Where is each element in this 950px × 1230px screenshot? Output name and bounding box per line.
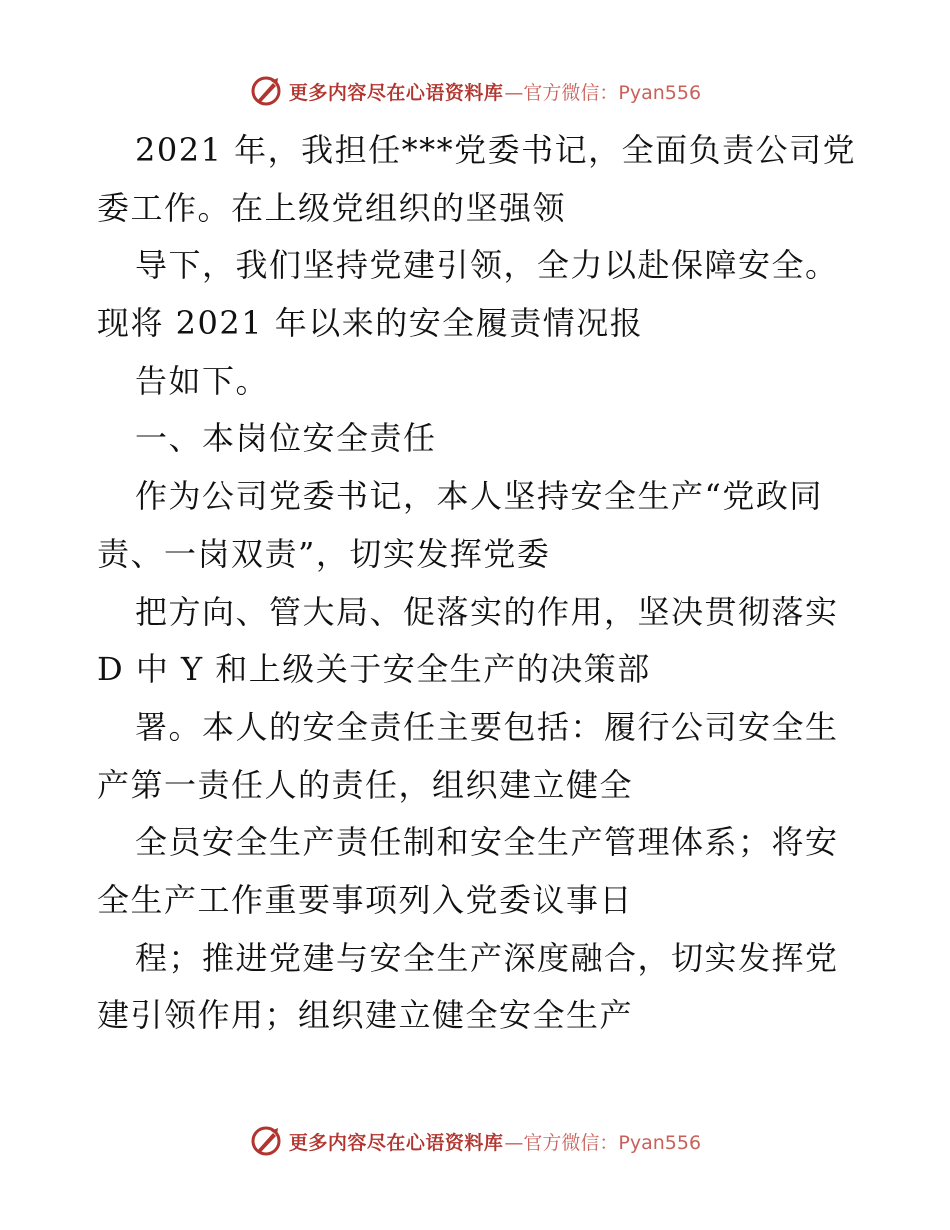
text-line: 导下，我们坚持党建引领，全力以赴保障安全。 [135,246,839,285]
text-line: 现将 2021 年以来的安全履责情况报 [97,304,644,343]
text-line: 建引领作用；组织建立健全安全生产 [97,996,634,1035]
text-line: D 中 Y 和上级关于安全生产的决策部 [97,650,651,689]
text-line: 产第一责任人的责任，组织建立健全 [97,765,634,804]
text-line: 委工作。在上级党组织的坚强领 [97,188,567,227]
text-line: 告如下。 [135,361,270,400]
document-body [97,122,857,1045]
header-watermark [0,71,950,111]
watermark-text: 更多内容尽在心语资料库 [288,81,504,104]
text-line: 一、本岗位安全责任 [135,419,437,458]
footer-watermark [0,1121,950,1161]
watermark-text: 更多内容尽在心语资料库 [288,1131,504,1154]
text-line: 程；推进党建与安全生产深度融合，切实发挥党 [135,938,839,977]
text-line: 责、一岗双责”，切实发挥党委 [97,534,551,573]
quill-logo-icon [249,1124,283,1158]
text-line: 全生产工作重要事项列入党委议事日 [97,880,634,919]
watermark-contact: —官方微信：Pyan556 [504,1131,702,1154]
quill-logo-icon [249,74,283,108]
text-line: 作为公司党委书记，本人坚持安全生产“党政同 [135,477,823,516]
watermark-contact: —官方微信：Pyan556 [504,81,702,104]
text-line: 全员安全生产责任制和安全生产管理体系；将安 [135,823,839,862]
text-line: 2021 年，我担任***党委书记，全面负责公司党 [135,131,857,169]
text-line: 署。本人的安全责任主要包括：履行公司安全生 [135,707,839,746]
text-line: 把方向、管大局、促落实的作用，坚决贯彻落实 [135,592,839,631]
